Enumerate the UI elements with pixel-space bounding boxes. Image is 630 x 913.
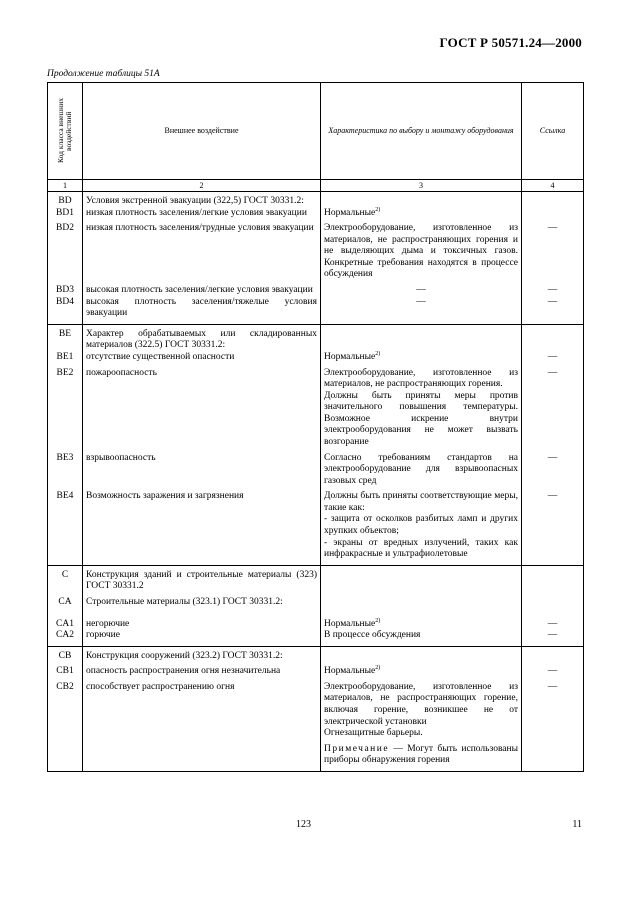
row-reference: [522, 192, 584, 208]
row-characteristic: [321, 565, 522, 593]
table-row: [48, 487, 584, 565]
row-code: CA: [48, 593, 83, 609]
row-reference: —: [522, 609, 584, 631]
footnote-mark: 2): [375, 350, 381, 357]
row-influence: высокая плотность заселения/тяжелые условия эвакуации: [83, 297, 321, 325]
row-influence: Возможность заражения и загрязнения: [83, 487, 321, 565]
table-row: [48, 593, 584, 609]
standards-table: [47, 82, 584, 772]
row-code: BD4: [48, 297, 83, 325]
row-reference: —: [522, 281, 584, 297]
row-influence: Конструкция зданий и строительные материалы (323) ГОСТ 30331.2: [83, 565, 321, 593]
row-reference: [522, 593, 584, 609]
table-caption: Продолжение таблицы 51А: [47, 69, 160, 79]
row-code: BE3: [48, 449, 83, 488]
row-influence: опасность распространения огня незначительна: [83, 662, 321, 678]
row-code: C: [48, 565, 83, 593]
row-code: BE4: [48, 487, 83, 565]
row-reference: [522, 565, 584, 593]
row-reference: —: [522, 662, 584, 678]
column-number-row: [48, 180, 584, 192]
row-code: CA1: [48, 609, 83, 631]
table-row: [48, 630, 584, 646]
table-row: [48, 646, 584, 662]
col-header-characteristic: Характеристика по выбору и монтажу оборудования: [321, 83, 522, 180]
row-influence: высокая плотность заселения/легкие условия эвакуации: [83, 281, 321, 297]
row-code: BD3: [48, 281, 83, 297]
row-reference: —: [522, 630, 584, 646]
table-row: [48, 297, 584, 325]
row-reference: —: [522, 364, 584, 449]
row-influence: Условия экстренной эвакуации (322,5) ГОСТ 30331.2:: [83, 192, 321, 208]
col-number: 4: [522, 180, 584, 192]
row-code: BE2: [48, 364, 83, 449]
table-row: [48, 609, 584, 631]
table-row: [48, 208, 584, 220]
table-row: [48, 192, 584, 208]
table-note: Примечание — Могут быть использованы приборы обнаружения горения: [324, 743, 518, 766]
row-code: CA2: [48, 630, 83, 646]
row-influence: Строительные материалы (323.1) ГОСТ 30331.2:: [83, 593, 321, 609]
standard-number: ГОСТ Р 50571.24—2000: [439, 35, 582, 50]
footnote-mark: 2): [375, 206, 381, 213]
row-characteristic: —: [321, 281, 522, 297]
row-code: BE: [48, 324, 83, 352]
row-influence: низкая плотность заселения/трудные условия эвакуации: [83, 219, 321, 281]
table-row: [48, 219, 584, 281]
row-characteristic: [321, 192, 522, 208]
row-characteristic: В процессе обсуждения: [321, 630, 522, 646]
row-reference: —: [522, 678, 584, 772]
table-row: [48, 449, 584, 488]
row-characteristic: Нормальные$^{2)}$: [321, 662, 522, 678]
row-reference: [522, 208, 584, 220]
table-row: [48, 324, 584, 352]
row-characteristic: Нормальные$^{2)}$: [321, 208, 522, 220]
col-header-code: Код класса внешних воздействий: [48, 83, 83, 180]
page-number-right: 11: [572, 819, 582, 830]
row-characteristic: Нормальные$^{2)}$: [321, 352, 522, 364]
footnote-mark: 2): [375, 617, 381, 624]
table-row: [48, 662, 584, 678]
row-reference: —: [522, 297, 584, 325]
row-code: CB: [48, 646, 83, 662]
row-characteristic: Нормальные$^{2)}$: [321, 609, 522, 631]
row-code: BD1: [48, 208, 83, 220]
row-characteristic: —: [321, 297, 522, 325]
row-influence: взрывоопасность: [83, 449, 321, 488]
row-code: BD: [48, 192, 83, 208]
row-code: BE1: [48, 352, 83, 364]
row-characteristic: Электрооборудование, изготовленное из материалов, не распространяющих горение, включая горение, возникшее не от электрической установки Огнезащитные барьеры. Примечание — Могут быть использованы приборы обнаружения горения: [321, 678, 522, 772]
col-number: 3: [321, 180, 522, 192]
row-characteristic: Электрооборудование, изготовленное из материалов, не распространяющих горения и не выделяющих дыма и токсичных газов. Конкретные требования находятся в процессе обсуждения: [321, 219, 522, 281]
row-influence: отсутствие существенной опасности: [83, 352, 321, 364]
row-influence: низкая плотность заселения/легкие условия эвакуации: [83, 208, 321, 220]
col-header-influence: Внешнее воздействие: [83, 83, 321, 180]
row-influence: Характер обрабатываемых или складированных материалов (322.5) ГОСТ 30331.2:: [83, 324, 321, 352]
table-row: [48, 281, 584, 297]
row-characteristic: Должны быть приняты соответствующие меры, такие как: - защита от осколков разбитых ламп и других хрупких объектов; - экраны от вредных излучений, таких как инфракрасные и ультрафиолетовые: [321, 487, 522, 565]
page-number: 123: [296, 819, 311, 830]
col-number: 1: [48, 180, 83, 192]
col-header-reference: Ссылка: [522, 83, 584, 180]
row-influence: Конструкция сооружений (323.2) ГОСТ 30331.2:: [83, 646, 321, 662]
row-reference: [522, 324, 584, 352]
row-characteristic: [321, 324, 522, 352]
col-number: 2: [83, 180, 321, 192]
row-characteristic: Согласно требованиям стандартов на электрооборудование для взрывоопасных газовых сред: [321, 449, 522, 488]
row-reference: —: [522, 449, 584, 488]
row-code: CB1: [48, 662, 83, 678]
row-influence: горючие: [83, 630, 321, 646]
footnote-mark: 2): [375, 665, 381, 672]
row-reference: —: [522, 219, 584, 281]
row-characteristic: [321, 646, 522, 662]
row-code: CB2: [48, 678, 83, 772]
row-influence: негорючие: [83, 609, 321, 631]
table-row: [48, 678, 584, 772]
table-row: [48, 565, 584, 593]
table-header-row: [48, 83, 584, 180]
row-influence: способствует распространению огня: [83, 678, 321, 772]
row-influence: пожароопасность: [83, 364, 321, 449]
row-reference: —: [522, 487, 584, 565]
table-row: [48, 352, 584, 364]
row-characteristic: Электрооборудование, изготовленное из материалов, не распространяющих горения. Должны быть приняты меры против значительного повышения температуры. Возможное искрение внутри электрооборудования не может вызвать возгорание: [321, 364, 522, 449]
row-reference: —: [522, 352, 584, 364]
row-reference: [522, 646, 584, 662]
table-row: [48, 364, 584, 449]
row-characteristic: [321, 593, 522, 609]
row-code: BD2: [48, 219, 83, 281]
